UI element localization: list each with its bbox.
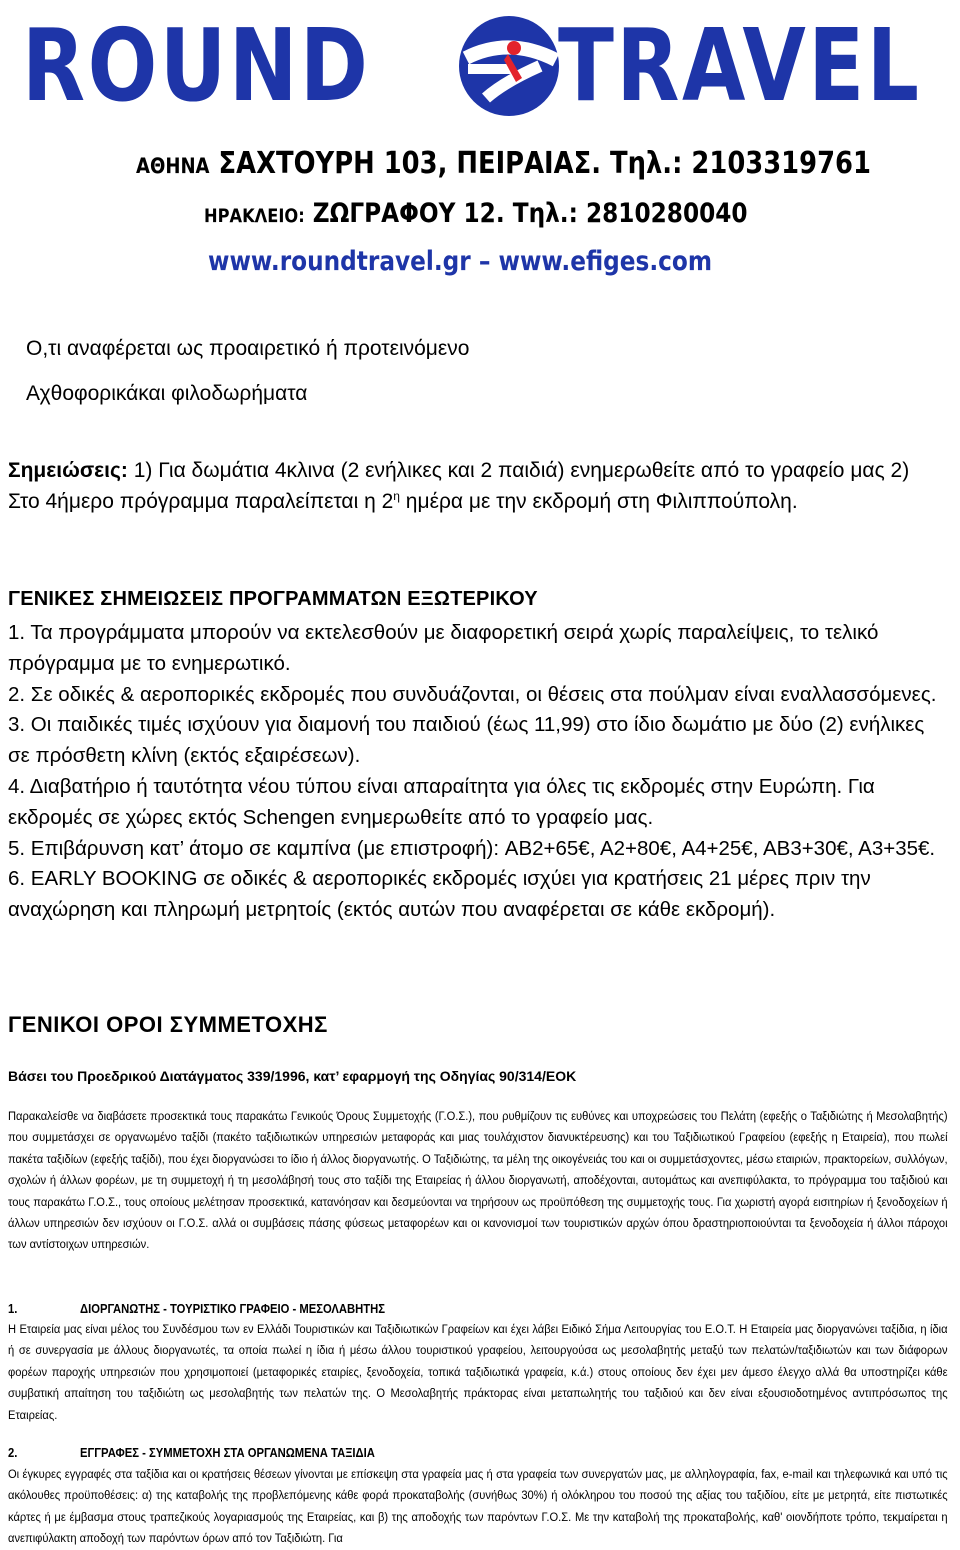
section-1-title-text: ΔΙΟΡΓΑΝΩΤΗΣ - ΤΟΥΡΙΣΤΙΚΟ ΓΡΑΦΕΙΟ - ΜΕΣΟΛΑΒΗΤΗΣ <box>80 1302 386 1316</box>
section-2-number: 2. <box>8 1446 18 1460</box>
notes-superscript: η <box>393 489 400 503</box>
section-2-title-text: ΕΓΓΡΑΦΕΣ - ΣΥΜΜΕΤΟΧΗ ΣΤΑ ΟΡΓΑΝΩΜΕΝΑ ΤΑΞΙΔΙΑ <box>80 1446 375 1460</box>
notes-text-a: 1) Για δωμάτια 4κλινα (2 ενήλικες και 2 παιδιά) ενημερωθείτε από το γραφείο μας 2) Στο 4ήμερο πρόγραμμα παραλείπεται η 2 <box>8 459 910 513</box>
heraklion-address <box>204 198 748 229</box>
heraklion-label: ΗΡΑΚΛΕΙΟ: <box>204 205 305 227</box>
website-links[interactable]: www.roundtravel.gr – www.efiges.com <box>208 246 713 277</box>
list-item: 4. Διαβατήριο ή ταυτότητα νέου τύπου είναι απαραίτητα για όλες τις εκδρομές στην Ευρώπη. Για εκδρομές σε χώρες εκτός Schengen ενημερωθείτε από το γραφείο μας. <box>8 774 875 829</box>
notes-paragraph <box>8 455 943 517</box>
general-notes-heading: ΓΕΝΙΚΕΣ ΣΗΜΕΙΩΣΕΙΣ ΠΡΟΓΡΑΜΜΑΤΩΝ ΕΞΩΤΕΡΙΚΟΥ <box>8 588 538 610</box>
section-2-paragraph: Οι έγκυρες εγγραφές στα ταξίδια και οι κρατήσεις θέσεων γίνονται με επίσκεψη στα γραφεία μας ή στα γραφεία των συνεργατών μας, με αλληλογραφία, fax, e-mail και τηλεφωνικά και υπό τις ακόλουθες προϋποθέσεις: α) της καταβολής της προβλεπόμενης κάθε φορά προκαταβολής (συνήθως 30%) ή ολόκληρου του ποσού της αξίας του ταξιδίου, είτε με μετρητά, είτε πιστωτικές κάρτες ή με έμβασμα στους τραπεζικούς λογαριασμούς της Εταιρείας, και β) της αποδοχής των παρόντων Γ.Ο.Σ. Με την καταβολή της προκαταβολής, καθ' οιονδήποτε τρόπο, τεκμαίρεται η ανεπιφύλακτη αποδοχή των παρόντων όρων από τον Ταξιδιώτη. Για <box>8 1467 948 1546</box>
terms-subheading: Βάσει του Προεδρικού Διατάγματος 339/1996, κατ’ εφαρμογή της Οδηγίας 90/314/ΕΟΚ <box>8 1068 577 1084</box>
list-item: 1. Τα προγράμματα μπορούν να εκτελεσθούν με διαφορετική σειρά χωρίς παραλείψεις, το τελικό πρόγραμμα με το ενημερωτικό. <box>8 621 879 675</box>
notes-label: Σημειώσεις: <box>8 459 128 482</box>
list-item: 2. Σε οδικές & αεροπορικές εκδρομές που συνδυάζονται, οι θέσεις στα πούλμαν είναι εναλλασσόμενες. <box>8 682 937 706</box>
list-item: 5. Επιβάρυνση κατ’ άτομο σε καμπίνα (με επιστροφή): AB2+65€, A2+80€, A4+25€, AB3+30€, A3+35€. <box>8 836 936 860</box>
general-notes-list <box>8 618 948 926</box>
notes-text-b: ημέρα με την εκδρομή στη Φιλιππούπολη. <box>399 490 798 513</box>
section-2-title <box>8 1446 375 1460</box>
intro-optional-line: Ο,τι αναφέρεται ως προαιρετικό ή προτεινόμενο <box>26 337 470 360</box>
list-item: 3. Οι παιδικές τιμές ισχύουν για διαμονή του παιδιού (έως 11,99) στο ίδιο δωμάτιο με δύο (2) ενήλικες σε πρόσθετη κλίνη (εκτός εξαιρέσεων). <box>8 713 925 768</box>
heraklion-address-text: ΖΩΓΡΑΦΟΥ 12. Τηλ.: 2810280040 <box>312 198 748 229</box>
company-logo-header <box>0 0 960 290</box>
list-item: 6. EARLY BOOKING σε οδικές & αεροπορικές εκδρομές ισχύει για κρατήσεις 21 μέρες πριν την αναχώρηση και πληρωμή μετρητοίς (εκτός αυτών που αναφέρεται σε κάθε εκδρομή). <box>8 867 871 922</box>
brand-name-right: TRAVEL <box>558 7 922 124</box>
intro-tips-line: Αχθοφορικάκαι φιλοδωρήματα <box>26 382 308 405</box>
section-1-title <box>8 1302 385 1316</box>
terms-heading: ΓΕΝΙΚΟΙ ΟΡΟΙ ΣΥΜΜΕΤΟΧΗΣ <box>8 1012 328 1037</box>
travel-globe-icon <box>444 6 574 136</box>
section-1-number: 1. <box>8 1302 18 1316</box>
athens-address-text: ΣΑΧΤΟΥΡΗ 103, ΠΕΙΡΑΙΑΣ. Τηλ.: 2103319761 <box>218 146 871 181</box>
terms-intro-paragraph: Παρακαλείσθε να διαβάσετε προσεκτικά τους παρακάτω Γενικούς Όρους Συμμετοχής (Γ.Ο.Σ.), που ρυθμίζουν τις ευθύνες και υποχρεώσεις του Πελάτη (εφεξής ο Ταξιδιώτης ή Μεσολαβητής) που συμμετάσχει σε οργανωμένο ταξίδι (πακέτο ταξιδιωτικών υπηρεσιών μεταφοράς και μιας τουλάχιστον διανυκτέρευσης) και του Ταξιδιωτικού Γραφείου (εφεξής η Εταιρεία), που πωλεί πακέτα ταξιδίων (εφεξής ταξίδι), που έχει διοργανώσει το ίδιο ή άλλος διοργανωτής. Ο Ταξιδιώτης, τα μέλη της οικογένειάς του και οι συμμετάσχοντες, μέσω εταιριών, πρακτορείων, συλλόγων, σχολών ή άλλων φορέων, με τη συμμετοχή ή τη μεσολάβησή τους στο ταξίδι της Εταιρείας ή άλλου διοργανωτή, αποδέχονται, αυτομάτως και ανεπιφύλακτα, το πρόγραμμα του ταξιδιού και τους παρακάτω Γ.Ο.Σ., τους οποίους μελέτησαν προσεκτικά, κατανόησαν και δεσμεύονται να τηρήσουν ως προϋπόθεση της συμμετοχής τους. Για χωριστή αγορά εισιτηρίων ή ξενοδοχείων ή άλλων υπηρεσιών δεν ισχύουν οι Γ.Ο.Σ. αλλά οι συμβάσεις πάσης φύσεως μεταφορέων και οι κανονισμοί των τουριστικών αρχών όπου δραστηριοποιούνται τα ξενοδοχεία ή άλλοι πάροχοι των αντίστοιχων υπηρεσιών. <box>8 1109 948 1252</box>
brand-name-left: ROUND <box>22 7 371 124</box>
athens-label: ΑΘΗΝΑ <box>136 154 210 178</box>
section-1-paragraph: Η Εταιρεία μας είναι μέλος του Συνδέσμου των εν Ελλάδι Τουριστικών και Ταξιδιωτικών Γραφείων και έχει λάβει Ειδικό Σήμα Λειτουργίας του Ε.Ο.Τ. Η Εταιρεία μας διοργανώνει ταξίδια, η ίδια ή σε συνεργασία με άλλους διοργανωτές, τα οποία πωλεί η ίδια ή μέσω άλλου τουριστικού γραφείου, λειτουργούσα ως μεσολαβητής μεταξύ των πελατών/ταξιδιωτών και των διάφορων φορέων παροχής υπηρεσιών που χρησιμοποιεί (μεταφορικές εταιρίες, ξενοδοχεία, τοπικά ταξιδιωτικά γραφεία, κ.ά.) στους οποίους δεν έχει μεν άμεσο έλεγχο αλλά θα υποστηρίζει κάθε συμβατική απαίτηση του ταξιδιώτη ως μεσολαβητής των πελατών της. Ο Μεσολαβητής πράκτορας είναι μεταπωλητής του ταξιδιού και δεν είναι εξουσιοδοτημένος αντιπρόσωπος της Εταιρείας. <box>8 1322 948 1422</box>
athens-address <box>136 146 871 181</box>
